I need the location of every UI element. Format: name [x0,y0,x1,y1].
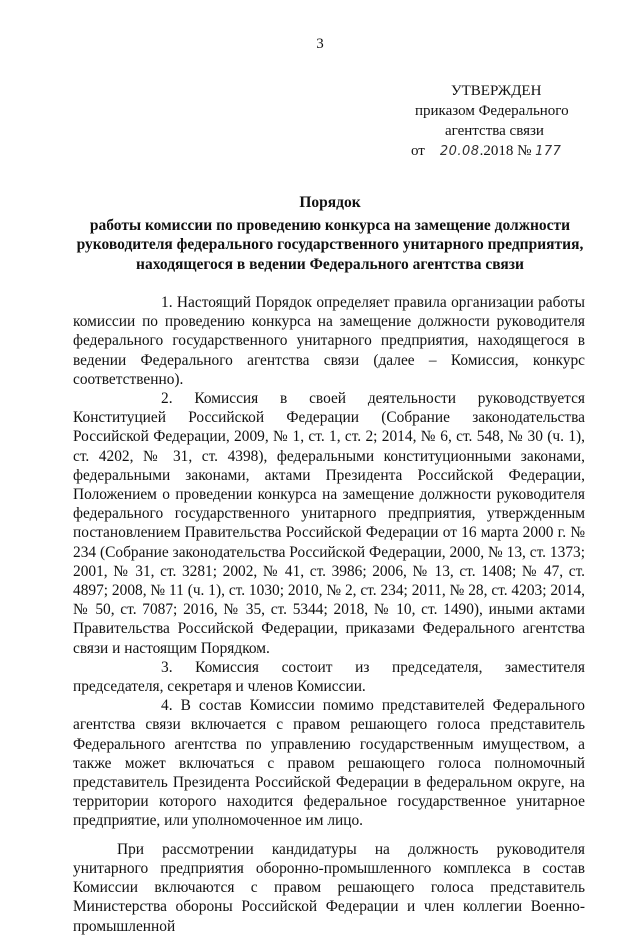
paragraph-4 [73,696,585,830]
paragraph-number: 1. [161,294,173,311]
paragraph-3 [73,658,585,696]
paragraph-number: 4. [161,697,173,715]
title-line-2: руководителя федерального государственного унитарного предприятия, [76,236,584,253]
paragraph-text: Комиссия состоит из председателя, заместителя председателя, секретаря и членов Комиссии. [73,658,585,696]
document-body [73,293,585,936]
approval-date-line [405,141,605,162]
approval-stamp [405,81,605,162]
title-line-3: находящегося в ведении Федерального агентства связи [136,255,524,273]
paragraph-1 [73,293,585,389]
page-number: 3 [316,36,324,52]
paragraph-text: Комиссия в своей деятельности руководствуется Конституцией Российской Федерации (Собрание законодательства Российской Федерации, 2009, № 1, ст. 1, ст. 2; 2014, № 6, ст. 548, № 30 (ч. 1), ст. 4202, № 31, ст. 4398), федеральными конституционными законами, федеральными законами, актами Президента Российской Федерации, Положением о проведении конкурса на замещение должности руководителя федерального государственного унитарного предприятия, утвержденным постановлением Правительства Российской Федерации от 16 марта 2000 г. № 234 (Собрание законодательства Российской Федерации, 2000, № 13, ст. 1373; 2001, № 31, ст. 3281; 2002, № 41, ст. 3986; 2006, № 13, ст. 1408; № 47, ст. 4897; 2008, № 11 (ч. 1), ст. 1030; 2010, № 2, ст. 234; 2011, № 28, ст. 4203; 2014, № 50, ст. 7087; 2016, № 35, ст. 5344; 2018, № 10, ст. 1490), иными актами Правительства Российской Федерации, приказами Федерального агентства связи и настоящим Порядком. [73,390,585,657]
paragraph-number: 3. [161,658,173,676]
paragraph-text: В состав Комиссии помимо представителей Федерального агентства связи включается с правом решающего голоса представитель Федерального агентства по управлению государственным имуществом, а также может включаться с правом решающего голоса полномочный представитель Президента Российской Федерации в федеральном округе, на территории которого находится федеральное государственное унитарное предприятие, или уполномоченное им лицо. [73,697,585,830]
paragraph-2 [73,389,585,658]
approval-order-line: приказом Федерального [415,103,569,119]
handwritten-number: 177 [535,144,562,159]
paragraph-number: 2. [161,390,173,408]
approval-year: .2018 № [479,143,532,159]
approval-date-prefix: от [411,143,425,159]
document-title [70,193,590,274]
approval-title: УТВЕРЖДЕН [451,83,542,99]
paragraph-text: Настоящий Порядок определяет правила организации работы комиссии по проведению конкурса на замещение должности руководителя федерального государственного унитарного предприятия, находящегося в ведении Федерального агентства связи (далее – Комиссия, конкурс соответственно). [73,294,585,388]
handwritten-date: 20.08 [439,144,480,159]
closing-paragraph: При рассмотрении кандидатуры на должность руководителя унитарного предприятия оборонно-промышленного комплекса в состав Комиссии включаются с правом решающего голоса представитель Министерства обороны Российской Федерации и член коллегии Военно-промышленной [73,840,585,935]
title-line-1: работы комиссии по проведению конкурса на замещение должности [89,216,571,234]
title-heading: Порядок [299,194,361,211]
approval-agency-line: агентства связи [445,123,544,139]
